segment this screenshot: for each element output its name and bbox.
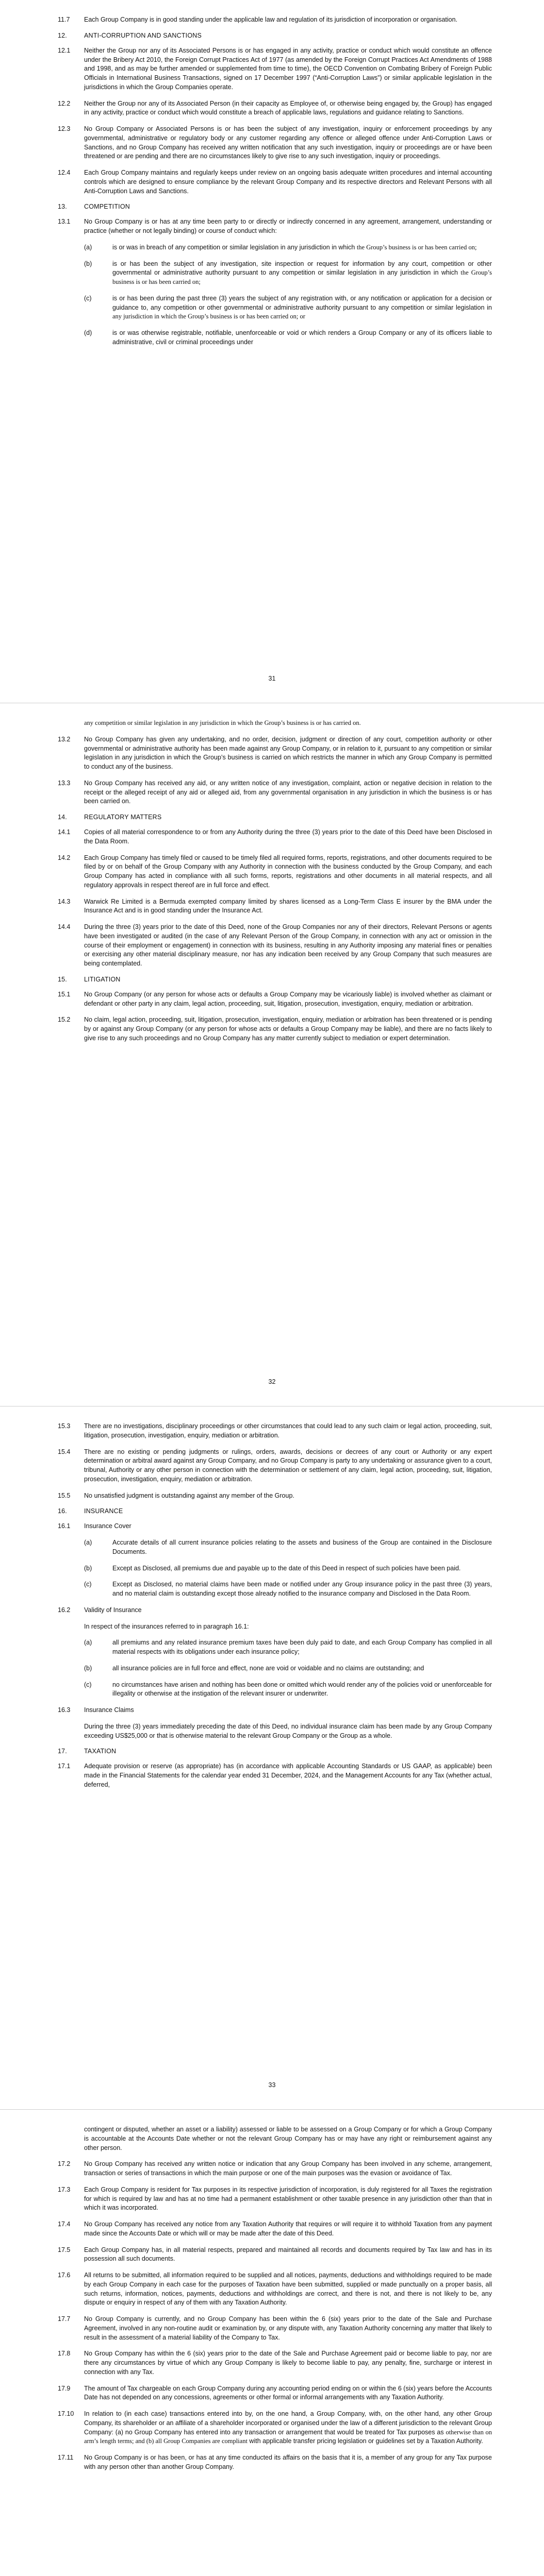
- clause-number: 17.4: [58, 2221, 71, 2228]
- clause-text: Each Group Company maintains and regularly keeps under review on an ongoing basis adequate written procedures and internal accounting controls which are designed to ensure compliance by the relevant Group Company and its respective directors and Relevant Persons with all Anti-Corruption Laws and Sanctions.: [84, 169, 492, 195]
- clause-text: There are no existing or pending judgments or rulings, orders, awards, decisions or decrees of any court or Authority or any expert determination or arbitral award against any Group Company, and no Group Company is party to any undertaking or assurance given to a court, tribunal, Authority or any other person in connection with the determination or settlement of any claim, legal action, proceeding, suit, litigation, prosecution, investigation, enquiry, mediation or arbitration.: [84, 1448, 492, 1483]
- section-heading: [58, 814, 492, 821]
- clause: [58, 2220, 492, 2239]
- section-number: 14.: [58, 814, 67, 821]
- section-heading: [58, 1507, 492, 1515]
- sub-clause: [84, 1564, 492, 1573]
- clause-number: 15.5: [58, 1492, 71, 1499]
- sub-clause: [84, 1664, 492, 1673]
- clause-number: 15.2: [58, 1016, 71, 1024]
- clause-text: During the three (3) years prior to the date of this Deed, none of the Group Companies nor any of their directors, Relevant Persons or agents have been investigated or audited (in the case of any Relevant Person of the Group Company, in connection with any act or omission in the course of their employment or engagement) in connection with its business, resulting in any Authority imposing any material fines or penalties or exercising any other material disciplinary measure, nor has any indication been received by any Group Company that such measures are being contemplated.: [84, 923, 492, 967]
- sub-clause-text: [112, 1564, 492, 1573]
- clause-number: 12.4: [58, 169, 71, 176]
- clause: [58, 2271, 492, 2308]
- page-content: [58, 2125, 492, 2479]
- section-heading: [58, 976, 492, 983]
- section-number: 13.: [58, 203, 67, 211]
- clause-text: Validity of Insurance: [84, 1606, 142, 1614]
- clause: [58, 1015, 492, 1043]
- clause-number: 14.4: [58, 923, 71, 930]
- page-content: [58, 15, 492, 354]
- sub-clause-label: (a): [84, 1539, 92, 1546]
- clause-text: There are no investigations, disciplinary proceedings or other circumstances that could lead to any such claim or legal action, proceeding, suit, litigation, prosecution, investigation, enquiry, mediation or arbitration.: [84, 1422, 492, 1439]
- clause-number: 14.2: [58, 854, 71, 861]
- text-run: Except as Disclosed, all premiums due and payable up to the date of this Deed in respect of such policies have been paid.: [112, 1564, 461, 1572]
- clause-text: No Group Company or Associated Persons is or has been the subject of any investigation, inquiry or enforcement proceedings by any governmental, administrative or regulatory body or any customer regarding any offence or alleged offence under Anti-Corruption Laws or Sanctions, and no Group Company has received any written notification that any such investigation, inquiry or proceedings are or have been threatened or are pending and there are no circumstances likely to give rise to any such investigation, inquiry or proceedings.: [84, 125, 492, 160]
- clause: [58, 125, 492, 161]
- paragraph: During the three (3) years immediately preceding the date of this Deed, no individual insurance claim has been made by any Group Company exceeding US$25,000 or that is otherwise material to the relevant Group Company or the Group as a whole.: [84, 1722, 492, 1739]
- clause-number: 14.1: [58, 828, 71, 836]
- clause: [58, 2160, 492, 2178]
- sub-clause: [84, 329, 492, 347]
- sub-clause-label: (d): [84, 329, 92, 336]
- sub-clause: [84, 243, 492, 252]
- clause: [58, 1522, 492, 1531]
- sub-clause-text: [112, 260, 492, 287]
- text-run: all insurance policies are in full force and effect, none are void or voidable and no claims are outstanding; and: [112, 1664, 424, 1672]
- clause: [58, 2349, 492, 2377]
- text-run: any jurisdiction in which the Group’s business is or has been carried on; or: [112, 313, 305, 320]
- clause-number: 12.1: [58, 46, 71, 54]
- clause-text: Neither the Group nor any of its Associated Persons is or has engaged in any activity, practice or conduct which would constitute an offence under the Bribery Act 2010, the Foreign Corrupt Practices Act of 1977 (as amended by the Foreign Corrupt Practices Act Amendments of 1988 and 1998, and as may be further amended or supplemented from time to time), the OECD Convention on Combating Bribery of Foreign Public Officials in International Business Transactions, signed on 17 December 1997 (“Anti-Corruption Laws”) or similar applicable legislation in the jurisdictions in which the Group Companies operate.: [84, 46, 492, 91]
- sub-clause-label: (c): [84, 294, 92, 302]
- section-title: REGULATORY MATTERS: [84, 814, 162, 821]
- paragraph: In respect of the insurances referred to in paragraph 16.1:: [84, 1622, 249, 1630]
- clause-number: 12.2: [58, 99, 71, 107]
- sub-clause-label: (a): [84, 243, 92, 251]
- clause-text: Each Group Company has timely filed or caused to be timely filed all required forms, reports, registrations, and other documents required to be filed by or on behalf of the Group Company with any Authority in connection with the business conducted by the Group Company, and each Group Company has acted in compliance with all such forms, reports, registrations and other documents in all material respects, and all regulatory approvals in respect thereof are in full force and effect.: [84, 854, 492, 889]
- clause-text: Each Group Company has, in all material respects, prepared and maintained all records and documents required by Tax law and has in its possession all such documents.: [84, 2246, 492, 2263]
- clause-number: 11.7: [58, 16, 70, 23]
- clause: [58, 99, 492, 118]
- text-run: is or has been during the past three (3) years the subject of any registration with, or any notification or application for a decision or guidance to, any competition or other governmental or administrative authority pursuant to any competition or similar legislation in: [112, 294, 492, 311]
- section-number: 16.: [58, 1507, 67, 1515]
- clause: [58, 46, 492, 92]
- clause: [58, 2384, 492, 2403]
- clause: [58, 1422, 492, 1440]
- clause-text: No Group Company has given any undertaking, and no order, decision, judgment or direction of any court, competition authority or other governmental or administrative authority has been made against any Group Company, or in relation to it, pursuant to any competition or similar legislation in any jurisdiction in which the Group’s business is carried on which restricts the manner in which any Group Company is permitted to conduct any of the business.: [84, 735, 492, 770]
- sub-clause: [84, 294, 492, 321]
- clause-number: 17.11: [58, 2454, 74, 2461]
- clause-number: 12.3: [58, 125, 71, 132]
- clause: [58, 735, 492, 772]
- clause: [58, 2453, 492, 2472]
- clause-number: 17.10: [58, 2410, 74, 2417]
- clause-text: No Group Company has within the 6 (six) years prior to the date of the Sale and Purchase Agreement paid or become liable to pay, nor are there any circumstances by virtue of which any Group Company is likely to become liable to pay, any penalty, fine, surcharge or interest in connection with any Tax.: [84, 2350, 492, 2376]
- section-heading: [58, 203, 492, 210]
- clause-text: Insurance Claims: [84, 1706, 134, 1714]
- text-run: the Group’s business is or has been carried on;: [112, 269, 492, 285]
- section-title: TAXATION: [84, 1748, 117, 1755]
- clause: [58, 990, 492, 1009]
- page: [0, 0, 544, 703]
- section-title: LITIGATION: [84, 975, 121, 983]
- clause-number: 17.8: [58, 2350, 71, 2358]
- sub-clause-text: [112, 1538, 492, 1557]
- text-run: In relation to (in each case) transactions entered into by, on the one hand, a Group Company, with, on the other hand, any other Group Company, its shareholder or an affiliate of a shareholder incorporated or organised under the law of a different jurisdiction to the relevant Group Company: (a) no Group Company has entered into any transaction or arrangement that would be treated for Tax purposes as: [84, 2410, 492, 2436]
- sub-clause-label: (b): [84, 260, 92, 267]
- clause-text: No Group Company has received any notice from any Taxation Authority that requires or will require it to withhold Taxation from any payment made since the Accounts Date or which will or may be made after the date of this Deed.: [84, 2221, 492, 2237]
- clause: [58, 168, 492, 196]
- clause-text: Each Group Company is resident for Tax purposes in its respective jurisdiction of incorporation, is duly registered for all Taxes the registration for which is required by law and has at no time had a permanent establishment or other taxable presence in any jurisdiction other than that in which it was incorporated.: [84, 2185, 492, 2212]
- section-number: 12.: [58, 31, 67, 39]
- clause-text: Adequate provision or reserve (as appropriate) has (in accordance with applicable Accounting Standards or US GAAP, as applicable) been made in the Financial Statements for the calendar year ended 31 December, 2024, and the Management Accounts for any Tax (whether actual, deferred,: [84, 1762, 492, 1788]
- clause-number: 16.3: [58, 1706, 71, 1714]
- clause-text: Warwick Re Limited is a Bermuda exempted company limited by shares licensed as a Long-Term Class E insurer by the BMA under the Insurance Act and is in good standing under the Insurance Act.: [84, 897, 492, 914]
- clause: [58, 1606, 492, 1615]
- section-title: INSURANCE: [84, 1507, 123, 1515]
- page-number: 32: [268, 1378, 276, 1385]
- section-title: ANTI-CORRUPTION AND SANCTIONS: [84, 31, 202, 39]
- clause-number: 16.2: [58, 1606, 71, 1614]
- clause-number: 17.2: [58, 2160, 71, 2168]
- clause: [58, 2185, 492, 2213]
- sub-clause-label: (b): [84, 1664, 92, 1672]
- sub-clause-label: (a): [84, 1639, 92, 1647]
- clause-text: No Group Company (or any person for whose acts or defaults a Group Company may be vicariously liable) is involved whether as claimant or defendant or other party in any claim, legal action, proceeding, suit, litigation, prosecution, investigation, enquiry, mediation or arbitration.: [84, 990, 492, 1007]
- clause-number: 15.3: [58, 1422, 71, 1430]
- sub-clause-text: [112, 1580, 492, 1599]
- clause-number: 13.3: [58, 779, 71, 787]
- clause: [58, 1492, 492, 1501]
- text-run: with applicable transfer pricing legislation or guidelines set by a Taxation Authority.: [247, 2437, 483, 2445]
- clause-text: Copies of all material correspondence to or from any Authority during the three (3) years prior to the date of this Deed have been Disclosed in the Data Room.: [84, 828, 492, 845]
- clause-text: All returns to be submitted, all information required to be supplied and all notices, payments, deductions and withholdings required to be made by each Group Company in each case for the purposes of Taxation have been submitted, supplied or made punctually on a proper basis, all such returns, information, notices, payments, deductions and withholdings are correct, and there is not, and there is not likely to be, any dispute or enquiry in respect of any of them with any Taxation Authority.: [84, 2272, 492, 2307]
- clause-text: No unsatisfied judgment is outstanding against any member of the Group.: [84, 1492, 294, 1499]
- clause: [58, 217, 492, 236]
- page-number: 33: [268, 2081, 276, 2089]
- clause: [58, 897, 492, 916]
- sub-clause-label: (c): [84, 1681, 92, 1688]
- clause: [58, 1762, 492, 1789]
- sub-clause-text: [112, 1664, 492, 1673]
- sub-clause: [84, 1580, 492, 1599]
- clause-text: Neither the Group nor any of its Associated Person (in their capacity as Employee of, or otherwise being engaged by, the Group) has engaged in any activity, practice or conduct which would constitute a breach of applicable laws, regulations and guidance relating to Sanctions.: [84, 99, 492, 116]
- clause-text: No Group Company has received any written notice or indication that any Group Company has been involved in any scheme, arrangement, transaction or series of transactions in which the main purpose or one of the main purposes was the evasion or avoidance of Tax.: [84, 2160, 492, 2177]
- sub-clause-text: [112, 243, 492, 252]
- sub-clause-text: [112, 1681, 492, 1699]
- sub-clause: [84, 1538, 492, 1557]
- text-run: the Group’s business is or has been carried on;: [356, 243, 477, 251]
- clause: [58, 15, 492, 25]
- clause-number: 16.1: [58, 1522, 71, 1530]
- text-run: is or was in breach of any competition or similar legislation in any jurisdiction in which: [112, 243, 357, 251]
- sub-clause: [84, 260, 492, 287]
- clause: [58, 1706, 492, 1715]
- continued-text: any competition or similar legislation in any jurisdiction in which the Group’s business is or has carried on.: [84, 719, 361, 726]
- sub-clause-text: [112, 329, 492, 347]
- clause: [58, 779, 492, 806]
- text-run: no circumstances have arisen and nothing has been done or omitted which would render any of the policies void or unenforceable for illegality or otherwise at the instigation of the relevant insurer or underwriter.: [112, 1681, 492, 1698]
- clause-text: No Group Company is or has been, or has at any time conducted its affairs on the basis that it is, a member of any group for any Tax purpose with any person other than another Group Company.: [84, 2454, 492, 2470]
- clause-number: 17.9: [58, 2384, 71, 2392]
- clause-number: 14.3: [58, 897, 71, 905]
- clause: [58, 1448, 492, 1484]
- page-content: [58, 1422, 492, 1797]
- text-run: is or has been the subject of any investigation, site inspection or request for information by any court, competition or other governmental or administrative authority pursuant to any competition or similar legislation in any jurisdiction in which: [112, 260, 492, 277]
- clause: [58, 2246, 492, 2264]
- section-number: 17.: [58, 1748, 67, 1755]
- clause-text: Each Group Company is in good standing under the applicable law and regulation of its jurisdiction of incorporation or organisation.: [84, 16, 458, 23]
- sub-clause-text: [112, 294, 492, 321]
- clause-text: No claim, legal action, proceeding, suit, litigation, prosecution, investigation, enquiry, mediation or arbitration has been threatened or is pending by or against any Group Company (or any person for whose acts or defaults a Group Company may be liable), and there are no facts likely to give rise to any such proceedings and no Group Company has any matter currently subject to mediation or expert determination.: [84, 1016, 492, 1042]
- text-run: Except as Disclosed, no material claims have been made or notified under any Group insurance policy in the past three (3) years, and no material claim is outstanding except those already notified to the insurance company and Disclosed in the Data Room.: [112, 1581, 492, 1597]
- clause-text: No Group Company is or has at any time been party to or directly or indirectly concerned in any agreement, arrangement, understanding or practice (whether or not legally binding) or course of conduct which:: [84, 218, 492, 234]
- text-run: all premiums and any related insurance premium taxes have been duly paid to date, and each Group Company has complied in all material respects with its obligations under each insurance policy;: [112, 1639, 492, 1655]
- text-run: Accurate details of all current insurance policies relating to the assets and business of the Group are contained in the Disclosure Documents.: [112, 1539, 492, 1555]
- page: [0, 703, 544, 1406]
- sub-clause-label: (b): [84, 1564, 92, 1572]
- clause-number: 17.1: [58, 1762, 71, 1770]
- page: [0, 1406, 544, 2110]
- sub-clause-text: [112, 1638, 492, 1657]
- clause-text: No Group Company is currently, and no Group Company has been within the 6 (six) years prior to the date of the Sale and Purchase Agreement, involved in any non-routine audit or examination by, or any dispute with, any Taxation Authority concerning any matter that likely to result in the assessment of a material liability of the Company to Tax.: [84, 2315, 492, 2341]
- clause: [58, 854, 492, 890]
- section-heading: [58, 1748, 492, 1755]
- clause-number: 15.1: [58, 990, 71, 998]
- sub-clause: [84, 1638, 492, 1657]
- clause-number: 13.1: [58, 218, 71, 226]
- clause-number: 17.3: [58, 2185, 71, 2193]
- clause-number: 15.4: [58, 1448, 71, 1455]
- sub-clause: [84, 1681, 492, 1699]
- clause-text: No Group Company has received any aid, or any written notice of any investigation, complaint, action or negative decision in relation to the receipt or the alleged receipt of any aid or alleged aid, from any governmental organisation in any jurisdiction in which the business is or has been carried on.: [84, 779, 492, 805]
- sub-clause-label: (c): [84, 1581, 92, 1588]
- clause-number: 13.2: [58, 735, 71, 743]
- page: [0, 2110, 544, 2576]
- clause-text: Insurance Cover: [84, 1522, 131, 1530]
- page-content: [58, 719, 492, 1050]
- clause-text: [84, 2410, 492, 2446]
- clause-number: 17.6: [58, 2272, 71, 2279]
- section-heading: [58, 32, 492, 39]
- clause: [58, 2315, 492, 2342]
- clause-number: 17.7: [58, 2315, 71, 2323]
- clause-text: The amount of Tax chargeable on each Group Company during any accounting period ending on or within the 6 (six) years before the Accounts Date has not depended on any concessions, agreements or other formal or informal arrangements with any Taxation Authority.: [84, 2384, 492, 2401]
- clause: [58, 828, 492, 846]
- section-title: COMPETITION: [84, 203, 130, 211]
- text-run: is or was otherwise registrable, notifiable, unenforceable or void or which renders a Group Company or any of its officers liable to administrative, civil or criminal proceedings under: [112, 329, 492, 346]
- page-number: 31: [268, 675, 276, 682]
- clause: [58, 923, 492, 969]
- continued-text: contingent or disputed, whether an asset or a liability) assessed or liable to be assessed on a Group Company or for which a Group Company is accountable at the Accounts Date whether or not the relevant Group Company has or may have any right or reimbursement against any other person.: [84, 2126, 492, 2151]
- clause: [58, 2410, 492, 2446]
- section-number: 15.: [58, 975, 67, 983]
- clause-number: 17.5: [58, 2246, 71, 2253]
- text-run: otherwise than on arm’s length terms; and (b) all Group Companies are compliant: [84, 2428, 492, 2445]
